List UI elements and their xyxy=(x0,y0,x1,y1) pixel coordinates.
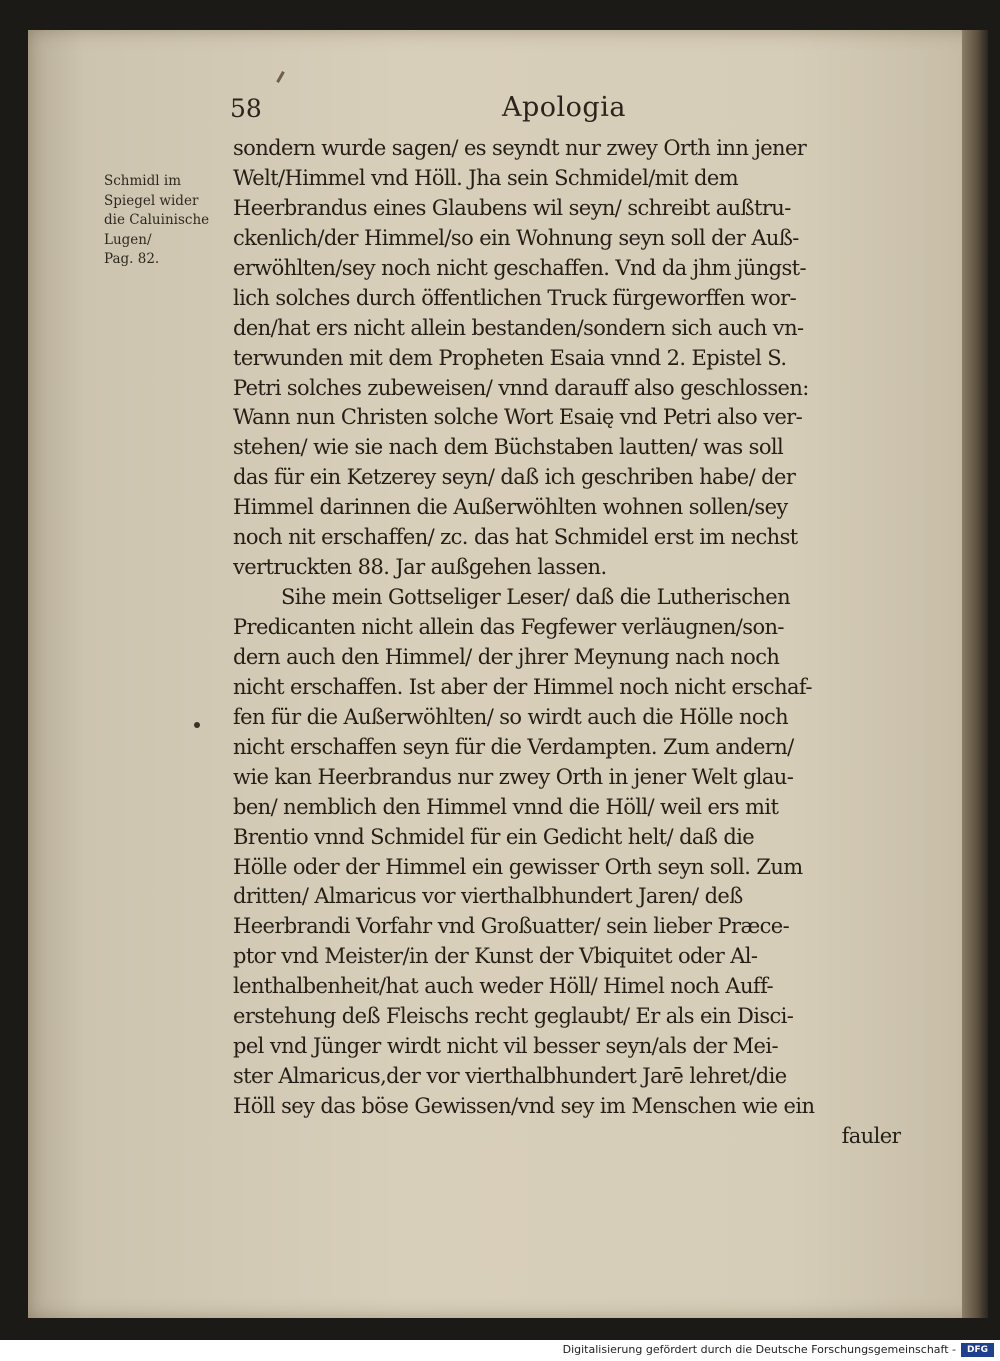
dfg-logo: DFG xyxy=(961,1343,994,1357)
text-line: ster Almaricus,der vor vierthalbhundert Jarē lehret/die xyxy=(233,1064,787,1089)
text-line: ptor vnd Meister/in der Kunst der Vbiquitet oder Al- xyxy=(233,944,758,969)
text-line: pel vnd Jünger wirdt nicht vil besser seyn/als der Mei- xyxy=(233,1034,778,1059)
paragraph-first-line: Sihe mein Gottseliger Leser/ daß die Lutherischen xyxy=(281,585,791,610)
text-line: ben/ nemblich den Himmel vnnd die Höll/ weil ers mit xyxy=(233,794,779,819)
text-line: Predicanten nicht allein das Fegfewer verläugnen/son- xyxy=(233,615,784,639)
running-title: Apologia xyxy=(502,92,626,123)
marginal-note-line: die Caluinische xyxy=(104,212,210,228)
text-line: Petri solches zubeweisen/ vnnd darauff also geschlossen: xyxy=(233,375,809,400)
page-header xyxy=(230,92,902,128)
text-line: Welt/Himmel vnd Höll. Jha sein Schmidel/mit dem xyxy=(233,165,739,190)
text-line: nicht erschaffen seyn für die Verdampten. Zum andern/ xyxy=(233,734,794,759)
marginal-note-line: Spiegel wider xyxy=(104,192,199,209)
text-line: Brentio vnnd Schmidel für ein Gedicht helt/ daß die xyxy=(233,824,755,849)
text-line: Heerbrandus eines Glaubens wil seyn/ schreibt außtru- xyxy=(233,195,791,220)
text-line: ckenlich/der Himmel/so ein Wohnung seyn soll der Auß- xyxy=(233,225,799,250)
text-line: fen für die Außerwöhlten/ so wirdt auch die Hölle noch xyxy=(233,704,789,729)
marginal-note xyxy=(104,172,232,270)
digitization-footer xyxy=(0,1340,1000,1361)
text-line: lenthalbenheit/hat auch weder Höll/ Himel noch Auff- xyxy=(233,974,774,999)
text-line: sondern wurde sagen/ es seyndt nur zwey Orth inn jener xyxy=(233,136,807,160)
catchword: fauler xyxy=(841,1123,901,1148)
text-line: Hölle oder der Himmel ein gewisser Orth seyn soll. Zum xyxy=(233,854,803,879)
text-line: Höll sey das böse Gewissen/vnd sey im Menschen wie ein xyxy=(233,1094,815,1118)
text-line: dern auch den Himmel/ der jhrer Meynung nach noch xyxy=(233,644,780,669)
text-line: den/hat ers nicht allein bestanden/sondern sich auch vn- xyxy=(233,315,804,340)
text-line: lich solches durch öffentlichen Truck fürgeworffen wor- xyxy=(233,285,797,310)
text-line: wie kan Heerbrandus nur zwey Orth in jener Welt glau- xyxy=(233,764,794,789)
text-line: erwöhlten/sey noch nicht geschaffen. Vnd da jhm jüngst- xyxy=(233,255,806,280)
text-line: Heerbrandi Vorfahr vnd Großuatter/ sein lieber Præce- xyxy=(233,914,790,939)
text-line: das für ein Ketzerey seyn/ daß ich geschriben habe/ der xyxy=(233,465,796,490)
book-edge xyxy=(962,30,988,1318)
text-line: terwunden mit dem Propheten Esaia vnnd 2. Epistel S. xyxy=(233,345,787,370)
body-text xyxy=(233,134,901,1152)
text-line: stehen/ wie sie nach dem Büchstaben lautten/ was soll xyxy=(233,435,784,460)
marginal-note-line: Pag. 82. xyxy=(104,251,160,267)
text-line: noch nit erschaffen/ zc. das hat Schmidel erst im nechst xyxy=(233,525,798,550)
text-line: Wann nun Christen solche Wort Esaię vnd Petri also ver- xyxy=(233,405,803,430)
page-number: 58 xyxy=(230,94,262,123)
text-line: Himmel darinnen die Außerwöhlten wohnen sollen/sey xyxy=(233,495,788,520)
text-line: dritten/ Almaricus vor vierthalbhundert Jaren/ deß xyxy=(233,884,743,909)
marginal-note-line: Lugen/ xyxy=(104,231,152,248)
text-line: vertruckten 88. Jar außgehen lassen. xyxy=(233,555,607,580)
funding-credit: Digitalisierung gefördert durch die Deutsche Forschungsgemeinschaft - xyxy=(562,1343,956,1356)
margin-dot xyxy=(194,722,200,728)
text-line: nicht erschaffen. Ist aber der Himmel noch nicht erschaf- xyxy=(233,674,812,699)
text-line: erstehung deß Fleischs recht geglaubt/ Er als ein Disci- xyxy=(233,1004,794,1029)
marginal-note-line: Schmidl im xyxy=(104,173,181,189)
